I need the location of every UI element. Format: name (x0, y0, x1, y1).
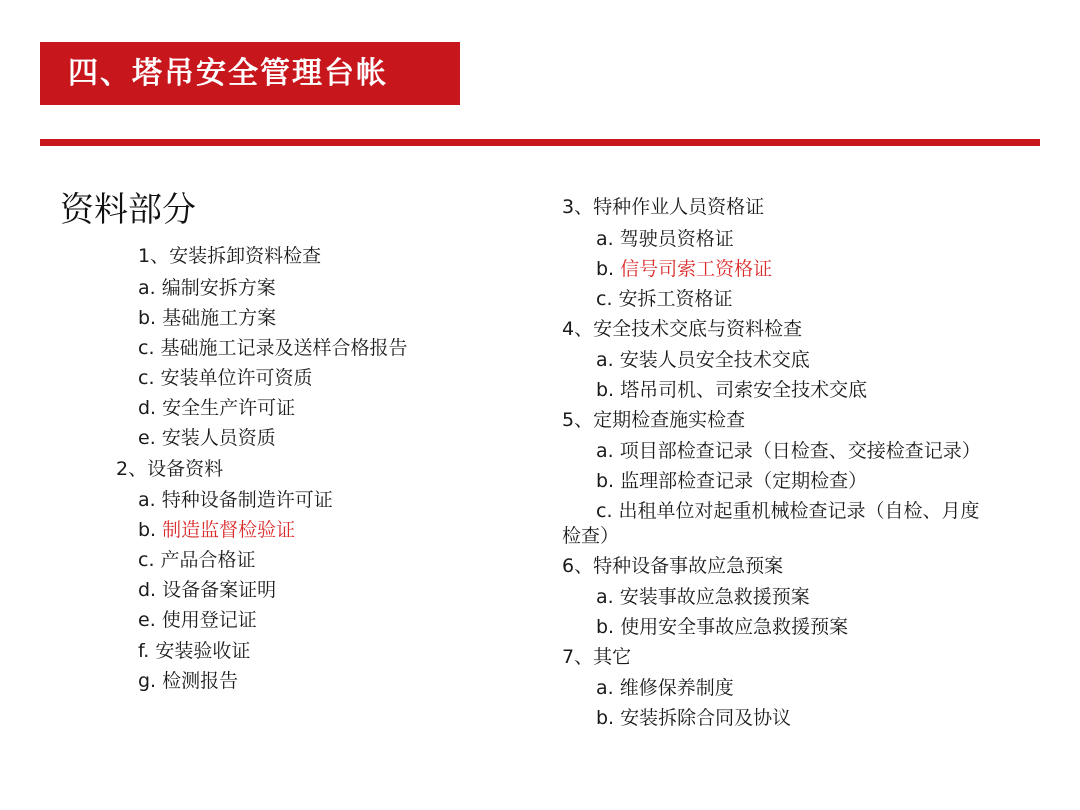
section-title: 资料部分 (60, 190, 196, 230)
list-heading: 5、定期检查施实检查 (562, 409, 746, 431)
list-item: b. 塔吊司机、司索安全技术交底 (596, 379, 868, 401)
list-heading: 4、安全技术交底与资料检查 (562, 318, 803, 340)
list-item: e. 使用登记证 (138, 609, 257, 631)
list-item: a. 维修保养制度 (596, 677, 734, 699)
list-heading: 6、特种设备事故应急预案 (562, 555, 784, 577)
list-item: a. 编制安拆方案 (138, 277, 276, 299)
item-prefix: b. (596, 258, 621, 280)
list-item: c. 出租单位对起重机械检查记录（自检、月度 (596, 500, 980, 522)
list-item: a. 特种设备制造许可证 (138, 489, 333, 511)
list-item: g. 检测报告 (138, 670, 239, 692)
list-item: b. 监理部检查记录（定期检查） (596, 470, 868, 492)
list-item: d. 设备备案证明 (138, 579, 277, 601)
list-item: e. 安装人员资质 (138, 427, 276, 449)
list-item: a. 安装人员安全技术交底 (596, 349, 810, 371)
highlighted-text: 信号司索工资格证 (620, 258, 773, 280)
list-item: f. 安装验收证 (138, 640, 251, 662)
highlighted-text: 制造监督检验证 (162, 519, 296, 541)
list-item-highlighted (596, 256, 772, 282)
page-title: 四、塔吊安全管理台帐 (68, 56, 388, 91)
list-item-highlighted (138, 517, 295, 543)
list-heading: 3、特种作业人员资格证 (562, 196, 765, 218)
title-divider (40, 139, 1040, 146)
list-item: d. 安全生产许可证 (138, 397, 296, 419)
list-item: b. 安装拆除合同及协议 (596, 707, 792, 729)
list-item-continuation: 检查） (562, 525, 620, 547)
list-item: c. 安拆工资格证 (596, 288, 733, 310)
list-item: b. 使用安全事故应急救援预案 (596, 616, 849, 638)
list-item: c. 产品合格证 (138, 549, 256, 571)
list-item: a. 驾驶员资格证 (596, 228, 734, 250)
list-heading: 2、设备资料 (116, 458, 224, 480)
list-item: a. 项目部检查记录（日检查、交接检查记录） (596, 440, 981, 462)
list-item: c. 基础施工记录及送样合格报告 (138, 337, 408, 359)
list-item: a. 安装事故应急救援预案 (596, 586, 810, 608)
list-item: b. 基础施工方案 (138, 307, 277, 329)
list-heading: 1、安装拆卸资料检查 (138, 245, 322, 267)
list-heading: 7、其它 (562, 646, 632, 668)
page-title-banner (40, 42, 460, 105)
item-prefix: b. (138, 519, 163, 541)
list-item: c. 安装单位许可资质 (138, 367, 313, 389)
